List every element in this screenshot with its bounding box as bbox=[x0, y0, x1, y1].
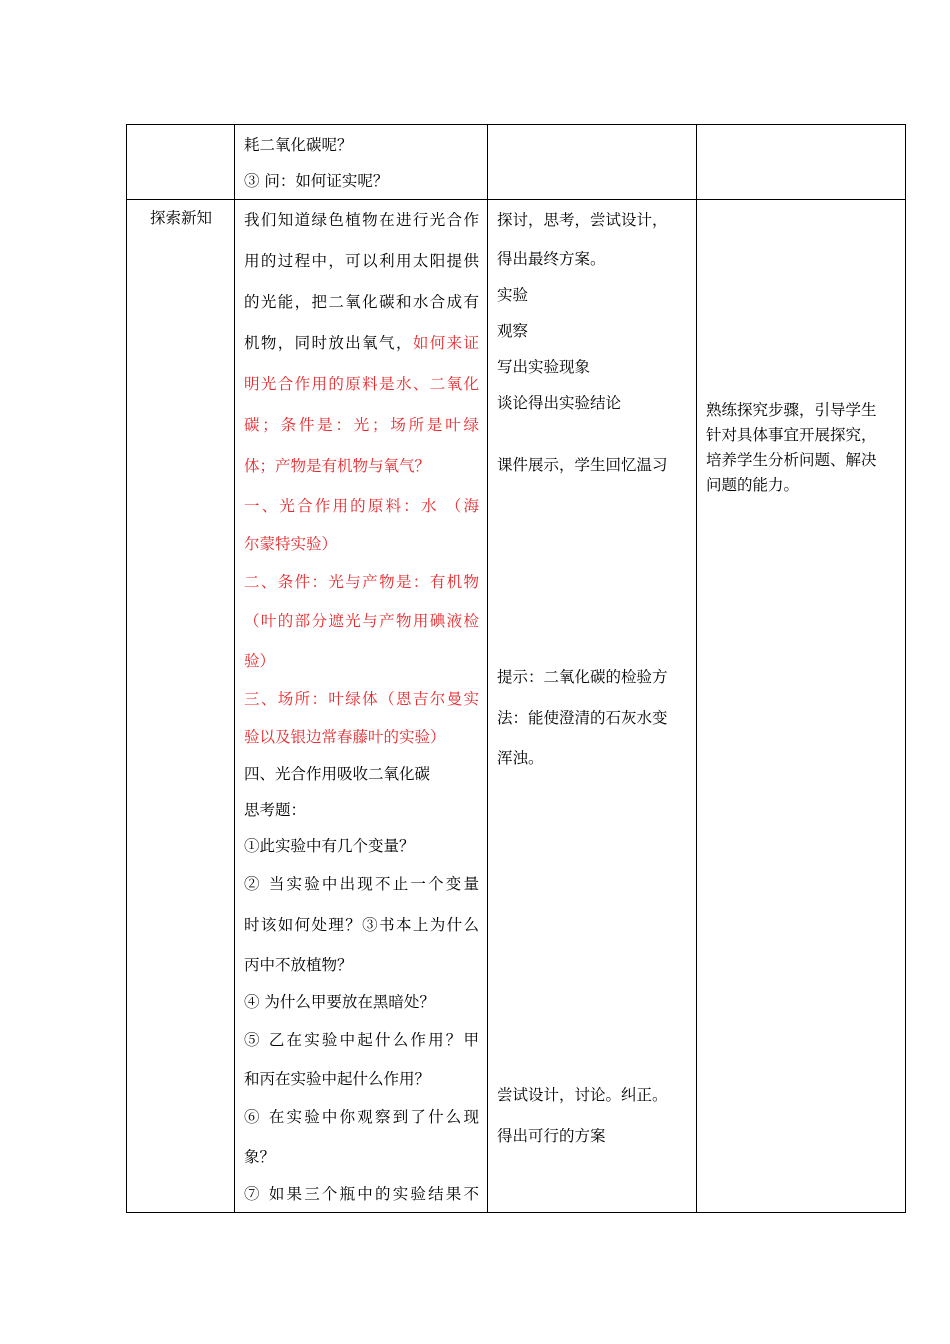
teacher-line bbox=[244, 601, 479, 642]
teacher-line bbox=[244, 680, 479, 718]
student-line: 得出最终方案。 bbox=[497, 250, 606, 268]
teacher-line bbox=[244, 200, 479, 241]
teacher-line bbox=[244, 364, 479, 405]
teacher-line: ③ 问：如何证实呢？ bbox=[244, 172, 389, 190]
teacher-line-text: 丙中不放植物？ bbox=[244, 956, 353, 974]
design-intent-cell bbox=[697, 125, 906, 200]
table-row bbox=[127, 200, 906, 1213]
teacher-line-text: 四、光合作用吸收二氧化碳 bbox=[244, 765, 431, 783]
teacher-line bbox=[244, 525, 479, 563]
teacher-line: 耗二氧化碳呢？ bbox=[244, 136, 353, 154]
teacher-line-text: 验） bbox=[244, 652, 276, 670]
table-row bbox=[127, 125, 906, 200]
student-line: 提示：二氧化碳的检验方 bbox=[497, 668, 668, 686]
teacher-line bbox=[244, 792, 479, 828]
teacher-line bbox=[244, 984, 479, 1020]
student-activity-cell bbox=[488, 125, 697, 200]
student-line: 浑浊。 bbox=[497, 749, 544, 767]
teacher-line-text: 明光合作用的原料是水、二氧化 bbox=[244, 375, 479, 393]
student-line: 得出可行的方案 bbox=[497, 1127, 606, 1145]
teacher-line bbox=[244, 718, 479, 756]
teacher-line bbox=[244, 323, 479, 364]
design-intent-line: 问题的能力。 bbox=[706, 476, 800, 494]
teacher-line bbox=[244, 1097, 479, 1138]
stage-cell bbox=[127, 200, 235, 1213]
student-line: 探讨，思考，尝试设计， bbox=[497, 211, 668, 229]
teacher-line bbox=[244, 946, 479, 984]
student-line: 观察 bbox=[497, 322, 529, 340]
design-intent-line: 培养学生分析问题、解决 bbox=[706, 451, 877, 469]
teacher-line bbox=[244, 1138, 479, 1176]
teacher-line bbox=[244, 405, 479, 446]
teacher-line bbox=[244, 756, 479, 792]
teacher-line-text: 尔蒙特实验） bbox=[244, 535, 338, 553]
teacher-line bbox=[244, 642, 479, 680]
lesson-plan-table bbox=[126, 124, 906, 1213]
teacher-line bbox=[244, 1176, 479, 1212]
teacher-line-text: 验以及银边常春藤叶的实验） bbox=[244, 728, 446, 746]
teacher-line-text: 我们知道绿色植物在进行光合作 bbox=[244, 211, 479, 229]
teacher-line-text: 体；产物是有机物与氧气？ bbox=[244, 457, 431, 475]
teacher-line-text: （叶的部分遮光与产物用碘液检 bbox=[244, 612, 479, 630]
teacher-line bbox=[244, 905, 479, 946]
teacher-line bbox=[244, 1020, 479, 1061]
stage-label bbox=[127, 125, 234, 131]
student-line: 实验 bbox=[497, 286, 529, 304]
teacher-line bbox=[244, 282, 479, 323]
design-intent-line: 熟练探究步骤，引导学生 bbox=[706, 401, 877, 419]
teacher-line-text: 和丙在实验中起什么作用？ bbox=[244, 1070, 431, 1088]
teacher-activity-cell bbox=[235, 200, 488, 1213]
teacher-line bbox=[244, 864, 479, 905]
teacher-line bbox=[244, 828, 479, 864]
stage-label: 探索新知 bbox=[149, 209, 212, 227]
teacher-line bbox=[244, 563, 479, 601]
teacher-line-text: ④ 为什么甲要放在黑暗处？ bbox=[244, 993, 435, 1011]
teacher-line-text: 二、条件：光与产物是：有机物 bbox=[244, 573, 479, 591]
student-line: 法：能使澄清的石灰水变 bbox=[497, 709, 668, 727]
teacher-line bbox=[244, 1061, 479, 1097]
teacher-line-text: 一、光合作用的原料：水 （海 bbox=[244, 497, 479, 515]
stage-cell bbox=[127, 125, 235, 200]
student-activity-cell bbox=[488, 200, 697, 1213]
teacher-line-text: 象？ bbox=[244, 1148, 276, 1166]
teacher-line-text: ② 当实验中出现不止一个变量 bbox=[244, 875, 479, 893]
student-line: 写出实验现象 bbox=[497, 358, 591, 376]
teacher-line-text: 用的过程中，可以利用太阳提供 bbox=[244, 252, 479, 270]
design-intent-cell bbox=[697, 200, 906, 1213]
teacher-line bbox=[244, 487, 479, 525]
teacher-line-text: 时该如何处理？③书本上为什么 bbox=[244, 916, 479, 934]
teacher-line bbox=[244, 241, 479, 282]
student-line: 课件展示，学生回忆温习 bbox=[497, 456, 668, 474]
student-line: 谈论得出实验结论 bbox=[497, 394, 622, 412]
design-intent-line: 针对具体事宜开展探究， bbox=[706, 426, 877, 444]
teacher-line bbox=[244, 446, 479, 487]
teacher-line-highlight: 如何来证 bbox=[412, 334, 479, 352]
teacher-line-text: 思考题： bbox=[244, 801, 307, 819]
teacher-activity-cell bbox=[235, 125, 488, 200]
teacher-line-text: ①此实验中有几个变量？ bbox=[244, 837, 415, 855]
student-line: 尝试设计，讨论。纠正。 bbox=[497, 1086, 668, 1104]
teacher-line-text: 三、场所：叶绿体（恩吉尔曼实 bbox=[244, 690, 479, 708]
teacher-line-text: 的光能，把二氧化碳和水合成有 bbox=[244, 293, 479, 311]
teacher-line-text: ⑦ 如果三个瓶中的实验结果不 bbox=[244, 1185, 479, 1203]
teacher-line-text: ⑥ 在实验中你观察到了什么现 bbox=[244, 1108, 479, 1126]
teacher-line-text: 碳；条件是：光；场所是叶绿 bbox=[244, 416, 479, 434]
teacher-line-text: ⑤ 乙在实验中起什么作用？甲 bbox=[244, 1031, 479, 1049]
teacher-line-text: 机物，同时放出氧气， bbox=[244, 334, 413, 352]
